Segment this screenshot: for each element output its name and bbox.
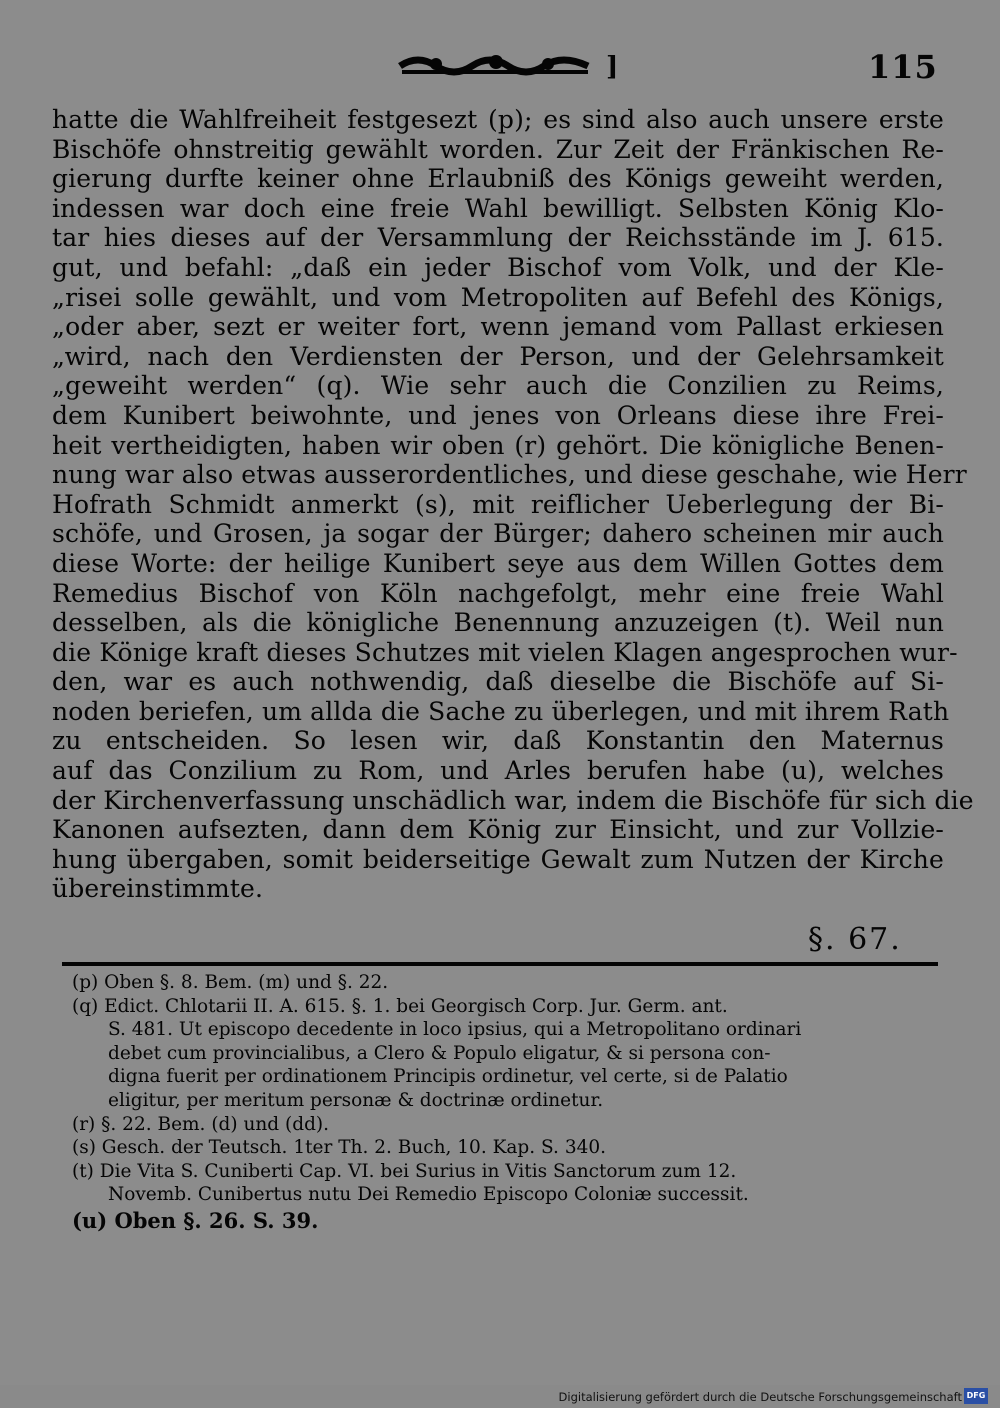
body-line: Bischöfe ohnstreitig gewählt worden. Zur Zeit der Fränkischen Re-	[52, 134, 944, 164]
footnote-line: (t) Die Vita S. Cuniberti Cap. VI. bei Surius in Vitis Sanctorum zum 12.	[72, 1160, 737, 1182]
body-line: „risei solle gewählt, und vom Metropoliten auf Befehl des Königs,	[52, 282, 944, 312]
body-line: heit vertheidigten, haben wir oben (r) gehört. Die königliche Benen-	[52, 430, 944, 460]
body-line: tar hies dieses auf der Versammlung der Reichsstände im J. 615.	[52, 223, 944, 253]
body-line: der Kirchenverfassung unschädlich war, indem die Bischöfe für sich die	[52, 785, 974, 815]
body-line: schöfe, und Grosen, ja sogar der Bürger; dahero scheinen mir auch	[52, 519, 944, 549]
footnote-line: (s) Gesch. der Teutsch. 1ter Th. 2. Buch, 10. Kap. S. 340.	[72, 1137, 607, 1159]
body-text	[52, 105, 974, 904]
header-bracket: ]	[606, 52, 619, 82]
footnotes	[72, 968, 938, 1234]
body-line: hung übergaben, somit beiderseitige Gewalt zum Nutzen der Kirche	[52, 844, 944, 874]
dfg-logo: DFG	[964, 1388, 988, 1404]
body-line: diese Worte: der heilige Kunibert seye aus dem Willen Gottes dem	[52, 548, 944, 578]
footnote-line: (r) §. 22. Bem. (d) und (dd).	[72, 1113, 330, 1135]
body-line: desselben, als die königliche Benennung anzuzeigen (t). Weil nun	[52, 608, 944, 638]
header-ornament-icon	[398, 50, 593, 78]
body-line: übereinstimmte.	[52, 874, 264, 904]
body-line: auf das Conzilium zu Rom, und Arles berufen habe (u), welches	[52, 756, 944, 786]
footnote-line: (p) Oben §. 8. Bem. (m) und §. 22.	[72, 972, 389, 993]
body-line: „geweiht werden“ (q). Wie sehr auch die Conzilien zu Reims,	[52, 371, 944, 401]
footnote-line: (q) Edict. Chlotarii II. A. 615. §. 1. bei Georgisch Corp. Jur. Germ. ant.	[72, 995, 728, 1017]
body-line: nung war also etwas ausserordentliches, und diese geschahe, wie Herr	[52, 460, 967, 490]
section-mark: §. 67.	[808, 922, 902, 957]
body-line: Kanonen aufsezten, dann dem König zur Einsicht, und zur Vollzie-	[52, 815, 944, 845]
body-line: Remedius Bischof von Köln nachgefolgt, mehr eine freie Wahl	[52, 578, 944, 608]
body-line: dem Kunibert beiwohnte, und jenes von Orleans diese ihre Frei-	[52, 400, 944, 430]
digitization-credit: Digitalisierung gefördert durch die Deutsche Forschungsgemeinschaft	[558, 1390, 962, 1404]
footnote-line: (u) Oben §. 26. S. 39.	[72, 1207, 319, 1233]
body-line: „wird, nach den Verdiensten der Person, und der Gelehrsamkeit	[52, 341, 944, 371]
body-line: „oder aber, sezt er weiter fort, wenn jemand vom Pallast erkiesen	[52, 312, 944, 342]
footnote-line: S. 481. Ut episcopo decedente in loco ipsius, qui a Metropolitano ordinari	[108, 1019, 802, 1041]
footnote-line: debet cum provincialibus, a Clero & Populo eligatur, & si persona con-	[108, 1042, 771, 1064]
page-number: 115	[868, 48, 938, 86]
body-line: hatte die Wahlfreiheit festgesezt (p); es sind also auch unsere erste	[52, 105, 944, 134]
footnote-divider	[62, 962, 938, 966]
body-line: gut, und befahl: „daß ein jeder Bischof vom Volk, und der Kle-	[52, 252, 944, 282]
body-line: die Könige kraft dieses Schutzes mit vielen Klagen angesprochen wur-	[52, 637, 958, 667]
body-line: den, war es auch nothwendig, daß dieselbe die Bischöfe auf Si-	[52, 667, 944, 697]
footnote-line: digna fuerit per ordinationem Principis ordinetur, vel certe, si de Palatio	[108, 1066, 788, 1088]
body-line: zu entscheiden. So lesen wir, daß Konstantin den Maternus	[52, 726, 944, 756]
footnote-line: eligitur, per meritum personæ & doctrinæ ordinetur.	[108, 1089, 604, 1111]
footnote-line: Novemb. Cunibertus nutu Dei Remedio Episcopo Coloniæ successit.	[108, 1184, 749, 1206]
body-line: Hofrath Schmidt anmerkt (s), mit reiflicher Ueberlegung der Bi-	[52, 489, 944, 519]
body-line: indessen war doch eine freie Wahl bewilligt. Selbsten König Klo-	[52, 193, 944, 223]
body-line: gierung durfte keiner ohne Erlaubniß des Königs geweiht werden,	[52, 164, 944, 194]
body-line: noden beriefen, um allda die Sache zu überlegen, und mit ihrem Rath	[52, 696, 950, 726]
